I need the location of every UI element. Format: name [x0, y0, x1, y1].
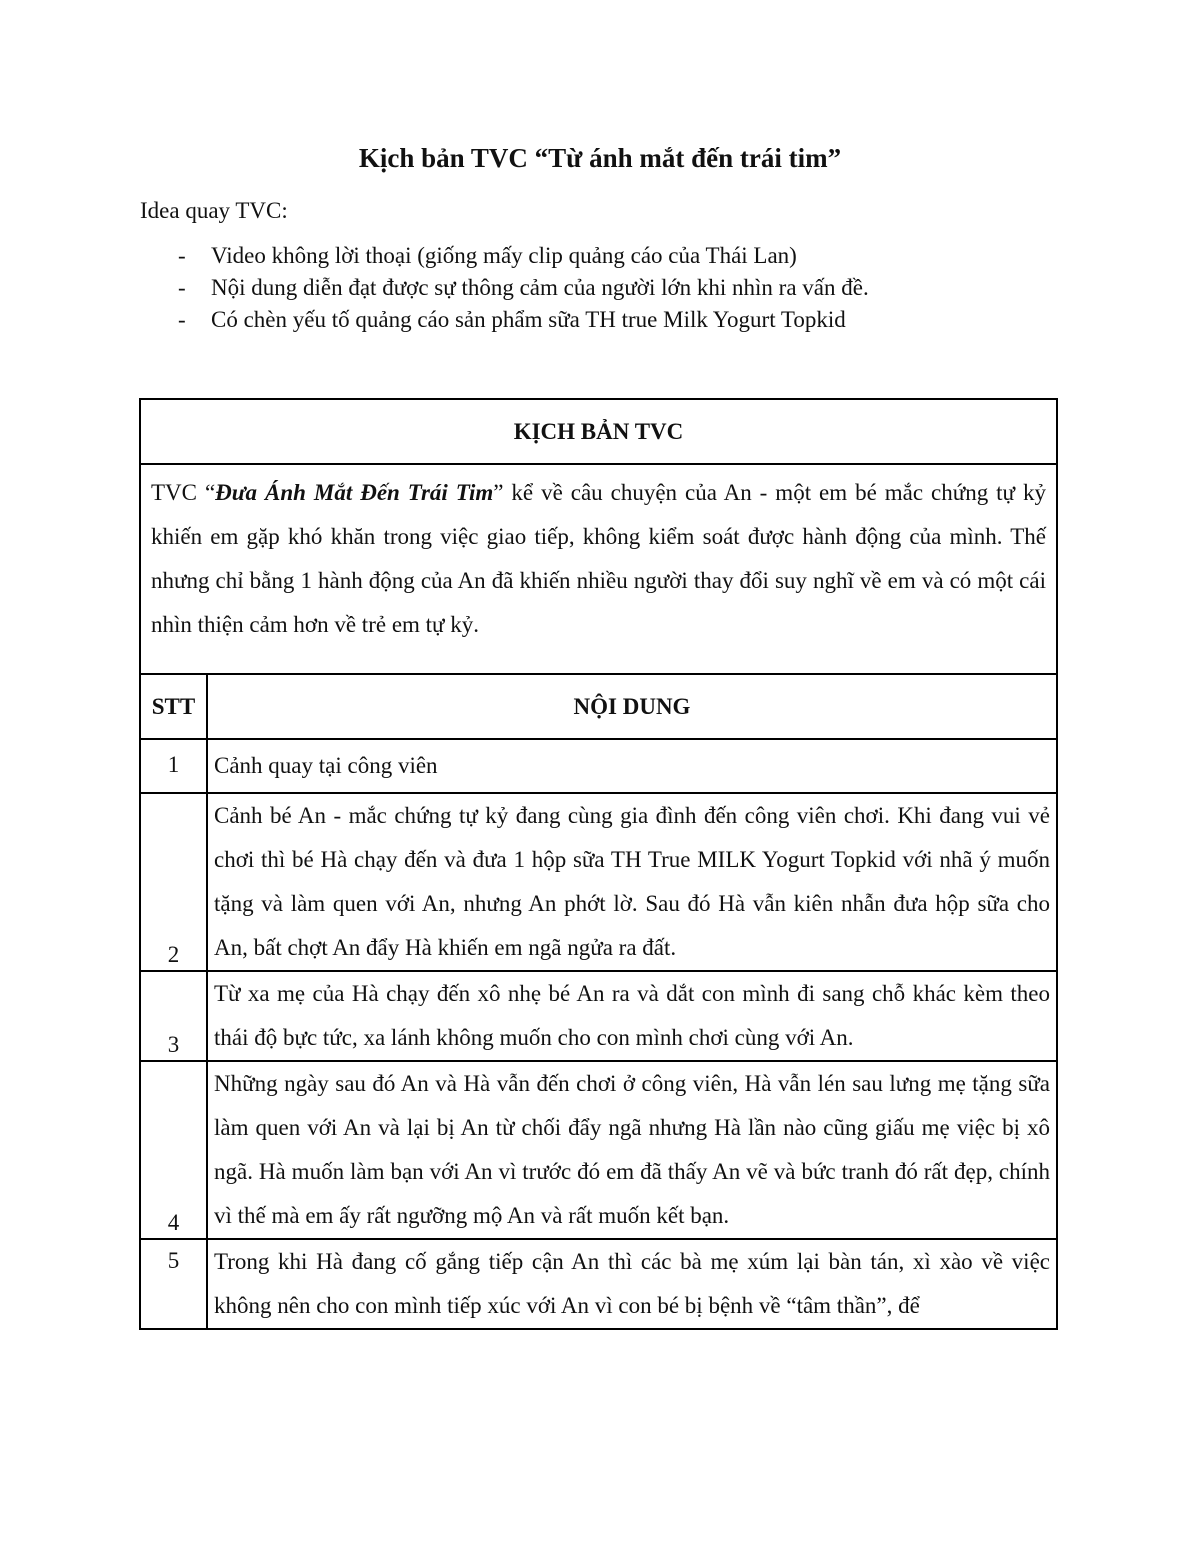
- table-header-row: [140, 399, 1057, 464]
- column-header-content: NỘI DUNG: [207, 674, 1057, 739]
- column-header-row: [140, 674, 1057, 739]
- table-row: [140, 1239, 1057, 1329]
- row-content: Từ xa mẹ của Hà chạy đến xô nhẹ bé An ra và dắt con mình đi sang chỗ khác kèm theo thái độ bực tức, xa lánh không muốn cho con mình chơi cùng với An.: [207, 971, 1057, 1061]
- row-number: 5: [140, 1239, 207, 1329]
- table-header: KỊCH BẢN TVC: [140, 399, 1057, 464]
- intro-row: [140, 464, 1057, 674]
- idea-list: [170, 240, 869, 336]
- idea-label: Idea quay TVC:: [140, 198, 288, 223]
- column-header-stt: STT: [140, 674, 207, 739]
- intro-prefix: TVC “: [151, 480, 216, 505]
- row-content: Trong khi Hà đang cố gắng tiếp cận An thì các bà mẹ xúm lại bàn tán, xì xào về việc không nên cho con mình tiếp xúc với An vì con bé bị bệnh về “tâm thần”, để: [207, 1239, 1057, 1329]
- intro-body: ” kể về câu chuyện của An - một em bé mắc chứng tự kỷ khiến em gặp khó khăn trong việc giao tiếp, không kiểm soát được hành động của mình. Thế nhưng chỉ bằng 1 hành động của An đã khiến nhiều người thay đổi suy nghĩ về em và có một cái nhìn thiện cảm hơn về trẻ em tự kỷ.: [151, 480, 1046, 637]
- list-item-text: Nội dung diễn đạt được sự thông cảm của người lớn khi nhìn ra vấn đề.: [211, 275, 869, 300]
- bullet-dash: -: [178, 307, 186, 332]
- row-content: Cảnh quay tại công viên: [207, 739, 1057, 793]
- table-row: [140, 739, 1057, 793]
- list-item-text: Video không lời thoại (giống mấy clip quảng cáo của Thái Lan): [211, 243, 797, 268]
- table-row: [140, 1061, 1057, 1239]
- intro-cell: [140, 464, 1057, 674]
- table-row: [140, 793, 1057, 971]
- bullet-dash: -: [178, 243, 186, 268]
- list-item: [170, 304, 869, 336]
- row-number: 1: [140, 739, 207, 793]
- row-number: 2: [140, 793, 207, 971]
- list-item: [170, 240, 869, 272]
- script-table: [139, 398, 1058, 1330]
- row-number: 3: [140, 971, 207, 1061]
- list-item: [170, 272, 869, 304]
- row-content: Cảnh bé An - mắc chứng tự kỷ đang cùng gia đình đến công viên chơi. Khi đang vui vẻ chơi thì bé Hà chạy đến và đưa 1 hộp sữa TH True MILK Yogurt Topkid với nhã ý muốn tặng và làm quen với An, nhưng An phớt lờ. Sau đó Hà vẫn kiên nhẫn đưa hộp sữa cho An, bất chợt An đẩy Hà khiến em ngã ngửa ra đất.: [207, 793, 1057, 971]
- list-item-text: Có chèn yếu tố quảng cáo sản phẩm sữa TH true Milk Yogurt Topkid: [211, 307, 846, 332]
- row-number: 4: [140, 1061, 207, 1239]
- table-row: [140, 971, 1057, 1061]
- page-title: Kịch bản TVC “Từ ánh mắt đến trái tim”: [358, 143, 842, 173]
- row-content: Những ngày sau đó An và Hà vẫn đến chơi ở công viên, Hà vẫn lén sau lưng mẹ tặng sữa làm quen với An và lại bị An từ chối đẩy ngã nhưng Hà lần nào cũng giấu mẹ việc bị xô ngã. Hà muốn làm bạn với An vì trước đó em đã thấy An vẽ và bức tranh đó rất đẹp, chính vì thế mà em ấy rất ngưỡng mộ An và rất muốn kết bạn.: [207, 1061, 1057, 1239]
- intro-emphasis: Đưa Ánh Mắt Đến Trái Tim: [215, 480, 494, 505]
- bullet-dash: -: [178, 275, 186, 300]
